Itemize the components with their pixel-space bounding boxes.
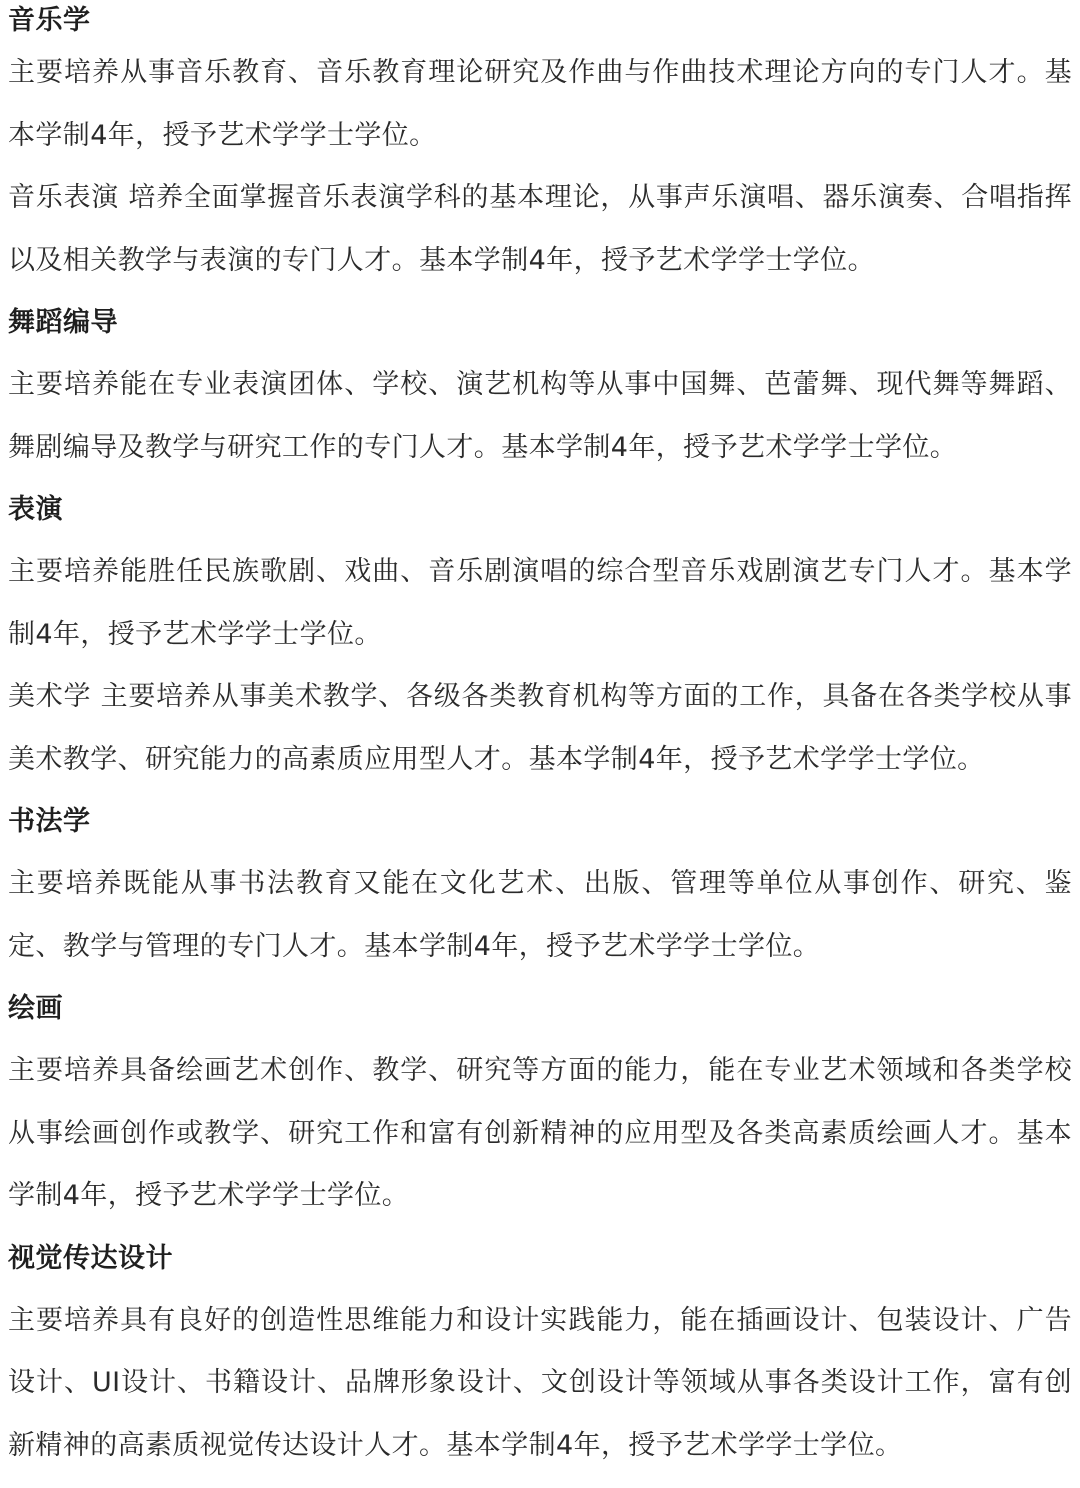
section-paragraph: 主要培养从事音乐教育、音乐教育理论研究及作曲与作曲技术理论方向的专门人才。基本学制4年，授予艺术学学士学位。 (8, 57, 1072, 151)
section-heading-music: 音乐学 (8, 5, 91, 36)
section-paragraph: 音乐表演 培养全面掌握音乐表演学科的基本理论，从事声乐演唱、器乐演奏、合唱指挥以及相关教学与表演的专门人才。基本学制4年，授予艺术学学士学位。 (8, 182, 1072, 276)
section-paragraph: 主要培养能在专业表演团体、学校、演艺机构等从事中国舞、芭蕾舞、现代舞等舞蹈、舞剧编导及教学与研究工作的专门人才。基本学制4年，授予艺术学学士学位。 (8, 369, 1072, 463)
section-paragraph: 美术学 主要培养从事美术教学、各级各类教育机构等方面的工作，具备在各类学校从事美术教学、研究能力的高素质应用型人才。基本学制4年，授予艺术学学士学位。 (8, 681, 1072, 775)
section-heading-dance-choreography: 舞蹈编导 (8, 307, 118, 338)
section-heading-performance: 表演 (8, 494, 63, 525)
section-heading-calligraphy: 书法学 (8, 806, 91, 837)
section-heading-painting: 绘画 (8, 993, 63, 1024)
section-paragraph: 主要培养具有良好的创造性思维能力和设计实践能力，能在插画设计、包装设计、广告设计、UI设计、书籍设计、品牌形象设计、文创设计等领域从事各类设计工作，富有创新精神的高素质视觉传达设计人才。基本学制4年，授予艺术学学士学位。 (8, 1304, 1072, 1461)
section-heading-visual-communication-design: 视觉传达设计 (8, 1242, 173, 1274)
section-paragraph: 主要培养具备绘画艺术创作、教学、研究等方面的能力，能在专业艺术领域和各类学校从事绘画创作或教学、研究工作和富有创新精神的应用型及各类高素质绘画人才。基本学制4年，授予艺术学学士学位。 (8, 1055, 1072, 1211)
section-paragraph: 主要培养能胜任民族歌剧、戏曲、音乐剧演唱的综合型音乐戏剧演艺专门人才。基本学制4年，授予艺术学学士学位。 (8, 556, 1072, 650)
section-paragraph: 主要培养既能从事书法教育又能在文化艺术、出版、管理等单位从事创作、研究、鉴定、教学与管理的专门人才。基本学制4年，授予艺术学学士学位。 (8, 868, 1072, 962)
